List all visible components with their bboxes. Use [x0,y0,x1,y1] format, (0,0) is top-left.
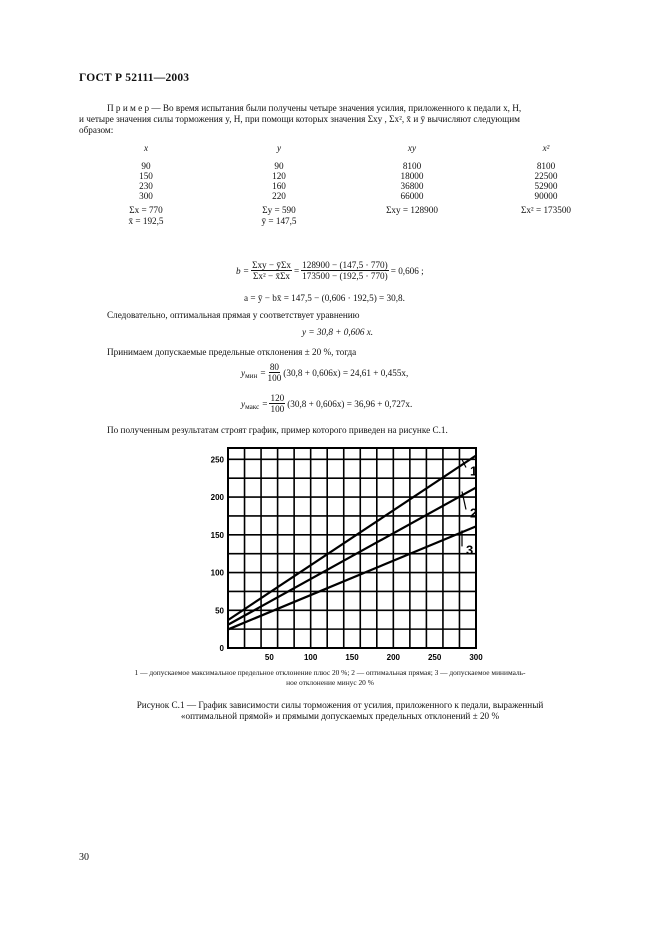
table-header-x: x [143,143,149,153]
graph-intro-text: По полученным результатам строят график, пример которого приведен на рисунке С.1. [107,425,448,435]
fraction-denominator: 100 [270,404,285,414]
fraction-numerator: 128900 − (147,5 · 770) [302,260,388,270]
fraction-numerator: 120 [270,393,285,403]
y-tick-label: 0 [219,644,224,653]
fraction-denominator: 173500 − (192,5 · 770) [302,271,388,281]
figure-caption-line-2: «оптимальной прямой» и прямыми допускаемых предельных отклонений ± 20 % [180,711,500,721]
table-cell: 300 [139,191,153,201]
table-header-y: y [276,143,282,153]
series-label-3: 3 [466,542,474,558]
table-cell: 120 [272,171,286,181]
fraction-numerator: 80 [269,362,279,372]
table-cell: 18000 [400,171,424,181]
page-number: 30 [79,852,89,863]
x-tick-label: 100 [303,653,318,662]
table-cell: 90000 [534,191,558,201]
table-cell: 220 [272,191,286,201]
table-cell: 8100 [536,161,556,171]
ymin-subscript: мин [245,371,258,380]
y-tick-label: 200 [210,493,224,503]
fraction-denominator: Σx² − x̄Σx [253,271,291,281]
fraction [269,393,285,414]
formula-b-lhs: b = [236,265,250,276]
table-cell: 36800 [400,181,424,191]
optimal-line-equation: y = 30,8 + 0,606 x. [302,327,374,337]
table-cell: 150 [139,171,153,181]
series-line-2 [228,488,476,625]
series-line-1 [228,456,476,621]
ymax-subscript: макс [245,402,260,411]
document-header: ГОСТ Р 52111—2003 [79,72,190,84]
table-cell: 90 [274,161,284,171]
x-tick-label: 200 [386,653,401,662]
table-header-x2: x² [542,143,550,153]
figure-caption-line-1: Рисунок С.1 — График зависимости силы торможения от усилия, приложенного к педали, выраженный [136,700,544,710]
intro-line-2: и четыре значения силы торможения y, H, при помощи которых значения Σxy , Σx², x̄ и ȳ вычисляют следующим [79,114,520,124]
table-sum-x2: Σx² = 173500 [520,205,572,215]
braking-force-chart [190,440,490,665]
intro-line-1: П р и м е р — Во время испытания были получены четыре значения усилия, приложенного к педали x, H, [107,103,522,113]
x-tick-label: 250 [427,653,442,662]
formula-ymin: y $_{мин}$ = $\frac{80}{100}$ (30,8 + 0,606x) = 24,61 + 0,455x, [241,362,409,383]
table-cell: 160 [272,181,286,191]
table-sum-y: Σy = 590 [262,205,296,215]
table-mean-y: ȳ = 147,5 [261,216,297,226]
ymax-symbol: y [241,398,246,409]
fraction [268,362,282,383]
series-label-1: 1 [470,463,478,479]
acceptance-text: Принимаем допускаемые предельные отклонения ± 20 %, тогда [107,347,357,357]
table-mean-x: x̄ = 192,5 [128,216,164,226]
legend-caption-line-2: ное отклонение минус 20 % [286,678,374,687]
fraction [251,260,292,281]
series-label-2: 2 [470,505,478,521]
table-cell: 230 [139,181,153,191]
intro-line-3: образом: [79,125,114,135]
ymin-rhs: (30,8 + 0,606x) = 24,61 + 0,455x, [283,367,409,378]
x-tick-label: 300 [469,653,483,662]
y-tick-label: 50 [215,606,224,616]
table-cell: 52900 [534,181,558,191]
table-cell: 22500 [534,171,558,181]
legend-caption-line-1: 1 — допускаемое максимальное предельное отклонение плюс 20 %; 2 — оптимальная прямая; 3 — допускаемое минималь- [134,668,526,677]
table-cell: 8100 [402,161,422,171]
table-sum-xy: Σxy = 128900 [386,205,438,215]
x-tick-label: 50 [264,653,274,662]
y-tick-label: 150 [210,530,224,540]
formula-b: b = $\frac{\text{Σxy − ȳΣx}}{\text{Σx² − x̄Σx}}$ = $\frac{128900 - (147,5 \cdot 770)}{173500 - (192,5 \cdot 770)}$ = 0,606 ; [236,260,424,281]
table-header-xy: xy [407,143,417,153]
x-tick-label: 150 [345,653,359,662]
fraction-denominator: 100 [267,373,282,383]
formula-ymax: y $_{макс}$ = $\frac{120}{100}$ (30,8 + 0,606x) = 36,96 + 0,727x. [241,393,413,414]
ymin-symbol: y [241,367,246,378]
table-cell: 90 [141,161,151,171]
table-cell: 66000 [400,191,424,201]
fraction [301,260,389,281]
ymax-rhs: (30,8 + 0,606x) = 36,96 + 0,727x. [287,398,413,409]
fraction-numerator: Σxy − ȳΣx [252,260,291,270]
formula-a: a = ȳ − bx̄ = 147,5 − (0,606 · 192,5) = 30,8. [244,293,405,303]
therefore-text: Следовательно, оптимальная прямая y соответствует уравнению [107,310,360,320]
y-tick-label: 100 [210,568,224,578]
table-sum-x: Σx = 770 [129,205,163,215]
formula-b-result: = 0,606 ; [390,265,424,276]
y-tick-label: 250 [210,455,224,465]
series-line-3 [228,526,476,629]
